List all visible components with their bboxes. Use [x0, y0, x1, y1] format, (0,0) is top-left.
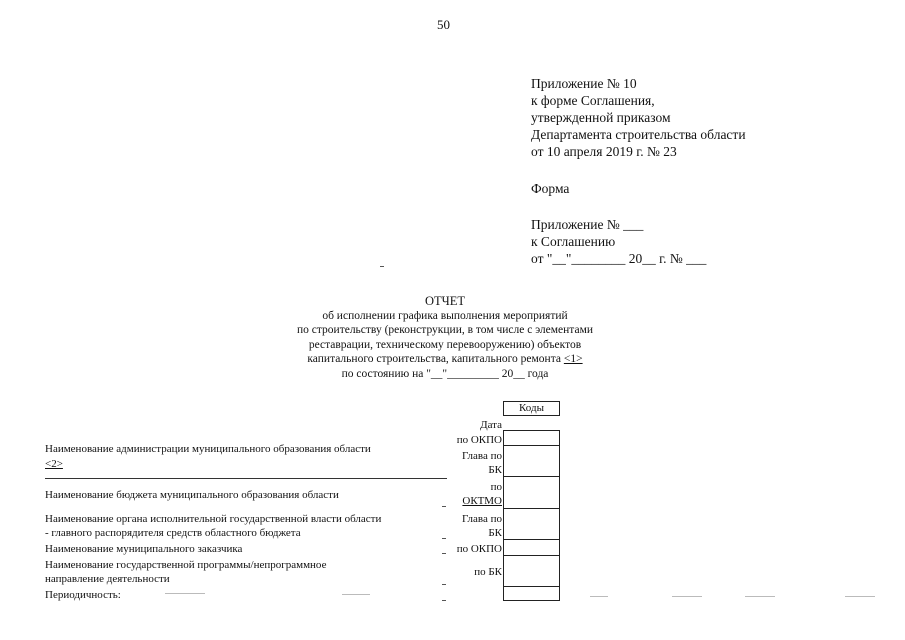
footnote-ref-1[interactable]: <1> — [563, 353, 583, 365]
scan-artifact — [165, 593, 205, 594]
appendix-line: утвержденной приказом — [531, 110, 671, 125]
periodicity-label: Периодичность: — [45, 589, 121, 601]
report-subtitle-line: по строительству (реконструкции, в том числе с элементами — [296, 324, 594, 336]
dash-mark — [442, 538, 446, 539]
attachment-number: Приложение № ___ — [531, 217, 644, 232]
appendix-line: Департамента строительства области — [531, 127, 746, 142]
budget-name-label: Наименование бюджета муниципального образования области — [45, 489, 339, 501]
report-subtitle-text: капитального строительства, капитального ремонта — [307, 353, 564, 365]
code-cell-glava-bk-2[interactable] — [503, 508, 560, 540]
form-label: Форма — [531, 181, 570, 196]
scan-artifact — [845, 596, 875, 597]
codes-header: Коды — [503, 401, 560, 416]
program-label-cont: направление деятельности — [45, 573, 170, 585]
code-label-glava: Глава по — [462, 450, 502, 462]
code-cell-glava-bk[interactable] — [503, 445, 560, 477]
dash-mark — [442, 506, 446, 507]
code-cell-oktmo[interactable] — [503, 476, 560, 509]
report-date-line: по состоянию на "__"_________ 20__ года — [341, 367, 549, 380]
code-label-okpo: по ОКПО — [456, 434, 502, 446]
attachment-to: к Соглашению — [531, 234, 616, 249]
code-label-glava-bk-2: БК — [488, 527, 502, 539]
customer-label: Наименование муниципального заказчика — [45, 543, 243, 555]
organ-name-label-cont: - главного распорядителя средств областного бюджета — [45, 527, 301, 539]
codes-column — [503, 401, 562, 601]
admin-name-label: Наименование администрации муниципального образования области — [45, 443, 371, 455]
code-label-oktmo: ОКТМО — [462, 495, 502, 507]
code-label-po-bk: по БК — [474, 566, 502, 578]
appendix-block — [531, 75, 746, 160]
scan-artifact — [342, 594, 370, 595]
report-subtitle-line — [230, 352, 660, 367]
report-title-block — [230, 294, 660, 381]
scan-artifact — [745, 596, 775, 597]
appendix-line: Приложение № 10 — [531, 76, 637, 91]
code-label-glava-2: Глава по — [462, 513, 502, 525]
appendix-line: от 10 апреля 2019 г. № 23 — [531, 144, 677, 159]
admin-name-underline — [45, 478, 447, 479]
dash-mark — [442, 600, 446, 601]
code-label-okpo-2: по ОКПО — [456, 543, 502, 555]
code-cell-periodicity[interactable] — [503, 586, 560, 601]
code-label-date: Дата — [480, 419, 502, 431]
report-subtitle-line: об исполнении графика выполнения мероприятий — [322, 309, 568, 322]
scan-artifact — [672, 596, 702, 597]
code-cell-okpo-2[interactable] — [503, 539, 560, 556]
report-title: ОТЧЕТ — [424, 294, 466, 308]
code-cell-okpo[interactable] — [503, 430, 560, 446]
attachment-block — [531, 216, 706, 267]
code-cell-po-bk[interactable] — [503, 555, 560, 587]
report-subtitle-line: реставрации, техническому перевооружению) объектов — [308, 338, 582, 351]
page-number: 50 — [437, 17, 450, 32]
organ-name-label: Наименование органа исполнительной государственной власти области — [45, 513, 382, 525]
appendix-line: к форме Соглашения, — [531, 93, 655, 108]
dash-mark — [442, 553, 446, 554]
program-label: Наименование государственной программы/непрограммное — [45, 559, 327, 571]
footnote-ref-2[interactable]: <2> — [45, 458, 63, 470]
stray-mark — [380, 266, 384, 267]
code-label-glava-bk: БК — [488, 464, 502, 476]
code-label-po: по — [490, 481, 502, 493]
scan-artifact — [590, 596, 608, 597]
dash-mark — [442, 584, 446, 585]
code-cell-date[interactable] — [503, 415, 560, 431]
attachment-date: от "__"________ 20__ г. № ___ — [531, 251, 707, 266]
